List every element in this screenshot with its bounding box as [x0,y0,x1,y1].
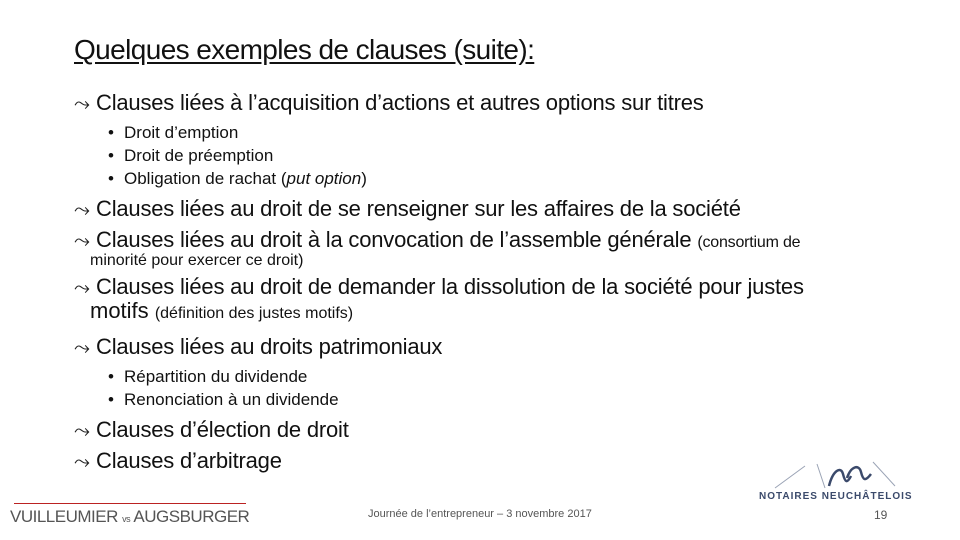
sub-list [74,121,914,190]
item-continuation-main: motifs [90,298,149,323]
sub-list-item [108,365,914,388]
right-arrow-icon: ⤳ [74,199,90,221]
list-item [74,194,914,225]
right-arrow-icon: ⤳ [74,451,90,473]
slide-content [74,88,914,477]
bullet-icon: • [108,367,114,386]
notaires-neuchatelois-logo [755,458,940,504]
sub-item-text-post: ) [361,169,367,188]
list-item [74,88,914,119]
item-text: Clauses liées au droit de demander la dissolution de la société pour justes [96,274,804,299]
logo-text-part1: VUILLEUMIER [10,507,118,526]
sub-item-text-em: put option [286,169,362,188]
item-continuation: minorité pour exercer ce droit) [90,252,304,269]
right-arrow-icon: ⤳ [74,277,90,299]
slide-title: Quelques exemples de clauses (suite): [74,34,535,65]
item-text-main: Clauses liées au droit à la convocation de l’assemble générale [96,227,692,252]
bullet-icon: • [108,146,114,165]
right-arrow-icon: ⤳ [74,230,90,252]
list-item [74,415,914,446]
right-arrow-icon: ⤳ [74,93,90,115]
sub-list-item [108,388,914,411]
sub-item-text [124,167,367,190]
item-continuation-small: (définition des justes motifs) [154,305,354,322]
bullet-icon: • [108,169,114,188]
sub-item-text: Renonciation à un dividende [124,390,339,409]
notaires-logo-text: NOTAIRES NEUCHÂTELOIS [759,491,913,502]
logo-text [8,504,254,527]
sub-item-text: Répartition du dividende [124,367,308,386]
item-text: Clauses liées au droit de se renseigner sur les affaires de la société [96,196,741,221]
right-arrow-icon: ⤳ [74,337,90,359]
item-text: Clauses liées au droits patrimoniaux [96,334,443,359]
sub-item-text-pre: Obligation de rachat ( [124,169,287,188]
footer-text: Journée de l’entrepreneur – 3 novembre 2017 [368,508,592,520]
item-text: Clauses d’arbitrage [96,448,282,473]
sub-list [74,365,914,411]
item-text-small: (consortium de [697,234,801,251]
sub-item-text: Droit d’emption [124,123,239,142]
right-arrow-icon: ⤳ [74,420,90,442]
vuilleumier-augsburger-logo [8,503,254,527]
bullet-icon: • [108,390,114,409]
item-text: Clauses liées à l’acquisition d’actions et autres options sur titres [96,90,704,115]
logo-text-vs: vs [122,514,131,524]
sub-list-item [108,121,914,144]
item-text: Clauses d’élection de droit [96,417,349,442]
bullet-icon: • [108,123,114,142]
sub-list-item [108,144,914,167]
list-item [74,332,914,363]
logo-text-part2: AUGSBURGER [133,507,250,526]
sub-item-text: Droit de préemption [124,146,274,165]
page-number: 19 [874,508,888,522]
item-continuation [74,299,914,326]
sub-list-item [108,167,914,190]
